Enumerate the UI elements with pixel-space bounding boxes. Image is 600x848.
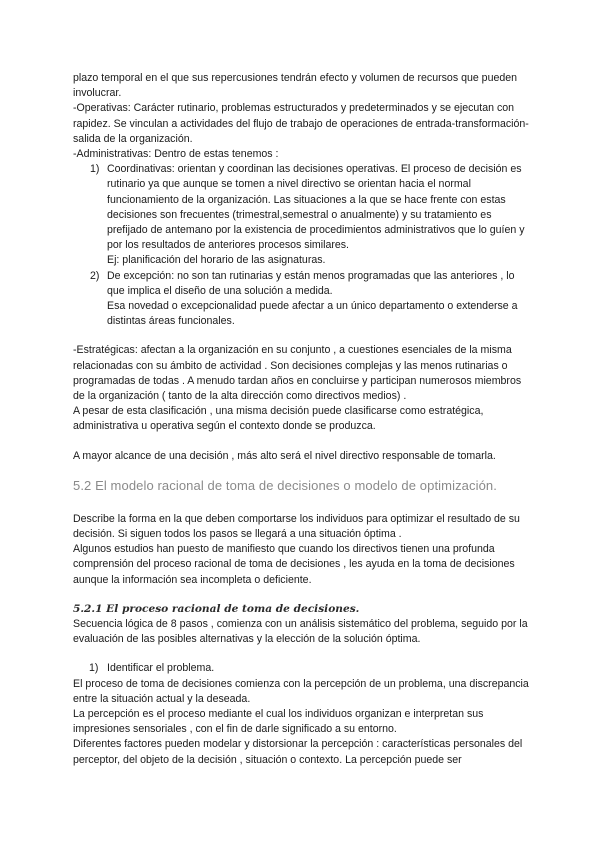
step-text: Identificar el problema.	[107, 662, 215, 675]
paragraph-describe: Describe la forma en la que deben comportarse los individuos para optimizar el resultado de su decisión. Si siguen todos los pasos se llegará a una situación óptima .	[73, 512, 520, 541]
list-item-number: 2)	[90, 269, 100, 282]
list-item-text: Coordinativas: orientan y coordinan las decisiones operativas. El proceso de decisión es rutinario ya que aunque se tomen a nivel directivo se orientan hacia el normal funcionamiento de la organización. Las situaciones a la que se hace frente con estas decisiones son frecuentes (trimestral,semestral o anualmente) y su tratamiento es prefijado de antemano por la existencia de procedimientos administrativos que lo guíen y por los resultados de anteriores procesos similares.	[107, 163, 525, 252]
administrativas-list	[73, 162, 529, 329]
paragraph-clasificacion: A pesar de esta clasificación , una misma decisión puede clasificarse como estratégica, administrativa u operativa según el contexto donde se produzca.	[73, 405, 484, 433]
paragraph-alcance: A mayor alcance de una decisión , más alto será el nivel directivo responsable de tomarla.	[73, 449, 496, 462]
list-item-extra: Ej: planificación del horario de las asignaturas.	[107, 254, 326, 267]
step-number: 1)	[89, 662, 99, 675]
list-item-extra: Esa novedad o excepcionalidad puede afectar a un único departamento o extenderse a distintas áreas funcionales.	[107, 300, 518, 328]
paragraph-operativas: -Operativas: Carácter rutinario, problemas estructurados y predeterminados y se ejecutan con rapidez. Se vinculan a actividades del flujo de trabajo de operaciones de entrada-transformación-salida de la organización.	[73, 102, 529, 145]
step-item	[73, 661, 529, 676]
paragraph-factores: Diferentes factores pueden modelar y distorsionar la percepción : características personales del perceptor, del objeto de la decisión , situación o contexto. La percepción puede ser	[73, 738, 523, 766]
section-heading: 5.2 El modelo racional de toma de decisiones o modelo de optimización.	[73, 477, 497, 493]
paragraph-administrativas: -Administrativas: Dentro de estas tenemos :	[73, 148, 279, 161]
paragraph-percepcion: La percepción es el proceso mediante el cual los individuos organizan e interpretan sus impresiones sensoriales , con el fin de darle significado a su entorno.	[73, 707, 484, 736]
list-item	[73, 269, 529, 330]
paragraph-proceso: El proceso de toma de decisiones comienza con la percepción de un problema, una discrepancia entre la situación actual y la deseada.	[73, 677, 529, 705]
subsection-heading: 5.2.1 El proceso racional de toma de decisiones.	[73, 602, 360, 615]
list-item-text: De excepción: no son tan rutinarias y están menos programadas que las anteriores , lo que implica el diseño de una solución a medida.	[107, 269, 515, 297]
list-item-number: 1)	[90, 163, 100, 176]
paragraph-intro: plazo temporal en el que sus repercusiones tendrán efecto y volumen de recursos que pueden involucrar.	[73, 72, 518, 100]
document-body	[73, 71, 529, 768]
paragraph-estrategicas: -Estratégicas: afectan a la organización en su conjunto , a cuestiones esenciales de la misma relacionadas con su ámbito de actividad . Son decisiones complejas y las menos rutinarias o programadas de todas . A menudo tardan años en concluirse y participan numerosos miembros de la organización ( tanto de la alta dirección como directivos medios) .	[73, 344, 522, 403]
paragraph-estudios: Algunos estudios han puesto de manifiesto que cuando los directivos tienen una profunda comprensión del proceso racional de toma de decisiones , les ayuda en la toma de decisiones aunque la información sea incompleta o deficiente.	[73, 543, 515, 586]
list-item	[73, 162, 529, 268]
paragraph-secuencia: Secuencia lógica de 8 pasos , comienza con un análisis sistemático del problema, seguido por la evaluación de las posibles alternativas y la elección de la solución óptima.	[73, 617, 528, 646]
